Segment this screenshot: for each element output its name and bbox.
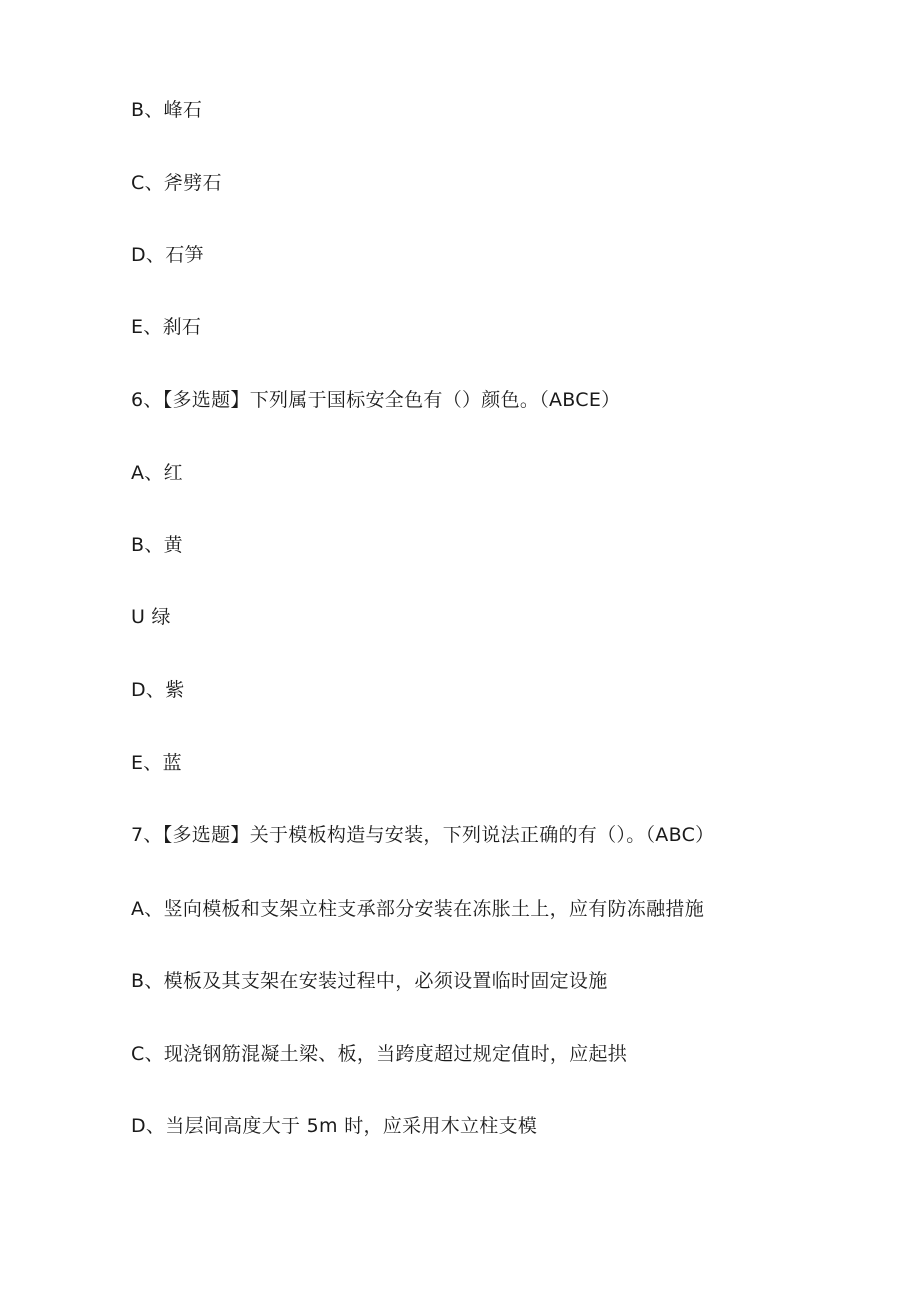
option-e-blue: E、蓝 <box>131 752 182 774</box>
option-c-camber: C、现浇钢筋混凝土梁、板，当跨度超过规定值时，应起拱 <box>131 1043 628 1065</box>
option-b-yellow: B、黄 <box>131 534 183 556</box>
option-a-antifreeze: A、竖向模板和支架立柱支承部分安装在冻胀土上，应有防冻融措施 <box>131 898 704 920</box>
question-7: 7、【多选题】关于模板构造与安装，下列说法正确的有（）。（ABC） <box>131 824 715 846</box>
option-b-fengshi: B、峰石 <box>131 99 203 121</box>
question-6: 6、【多选题】下列属于国标安全色有（）颜色。（ABCE） <box>131 389 621 411</box>
option-b-temp-fixing: B、模板及其支架在安装过程中，必须设置临时固定设施 <box>131 970 608 992</box>
option-c-green: U 绿 <box>131 606 171 628</box>
option-a-red: A、红 <box>131 462 183 484</box>
option-d-purple: D、紫 <box>131 679 185 701</box>
option-e-shashi: E、刹石 <box>131 316 202 338</box>
option-d-timber-post: D、当层间高度大于 5m 时，应采用木立柱支模 <box>131 1115 538 1137</box>
option-c-fupishi: C、斧劈石 <box>131 172 222 194</box>
option-d-shisun: D、石笋 <box>131 244 204 266</box>
